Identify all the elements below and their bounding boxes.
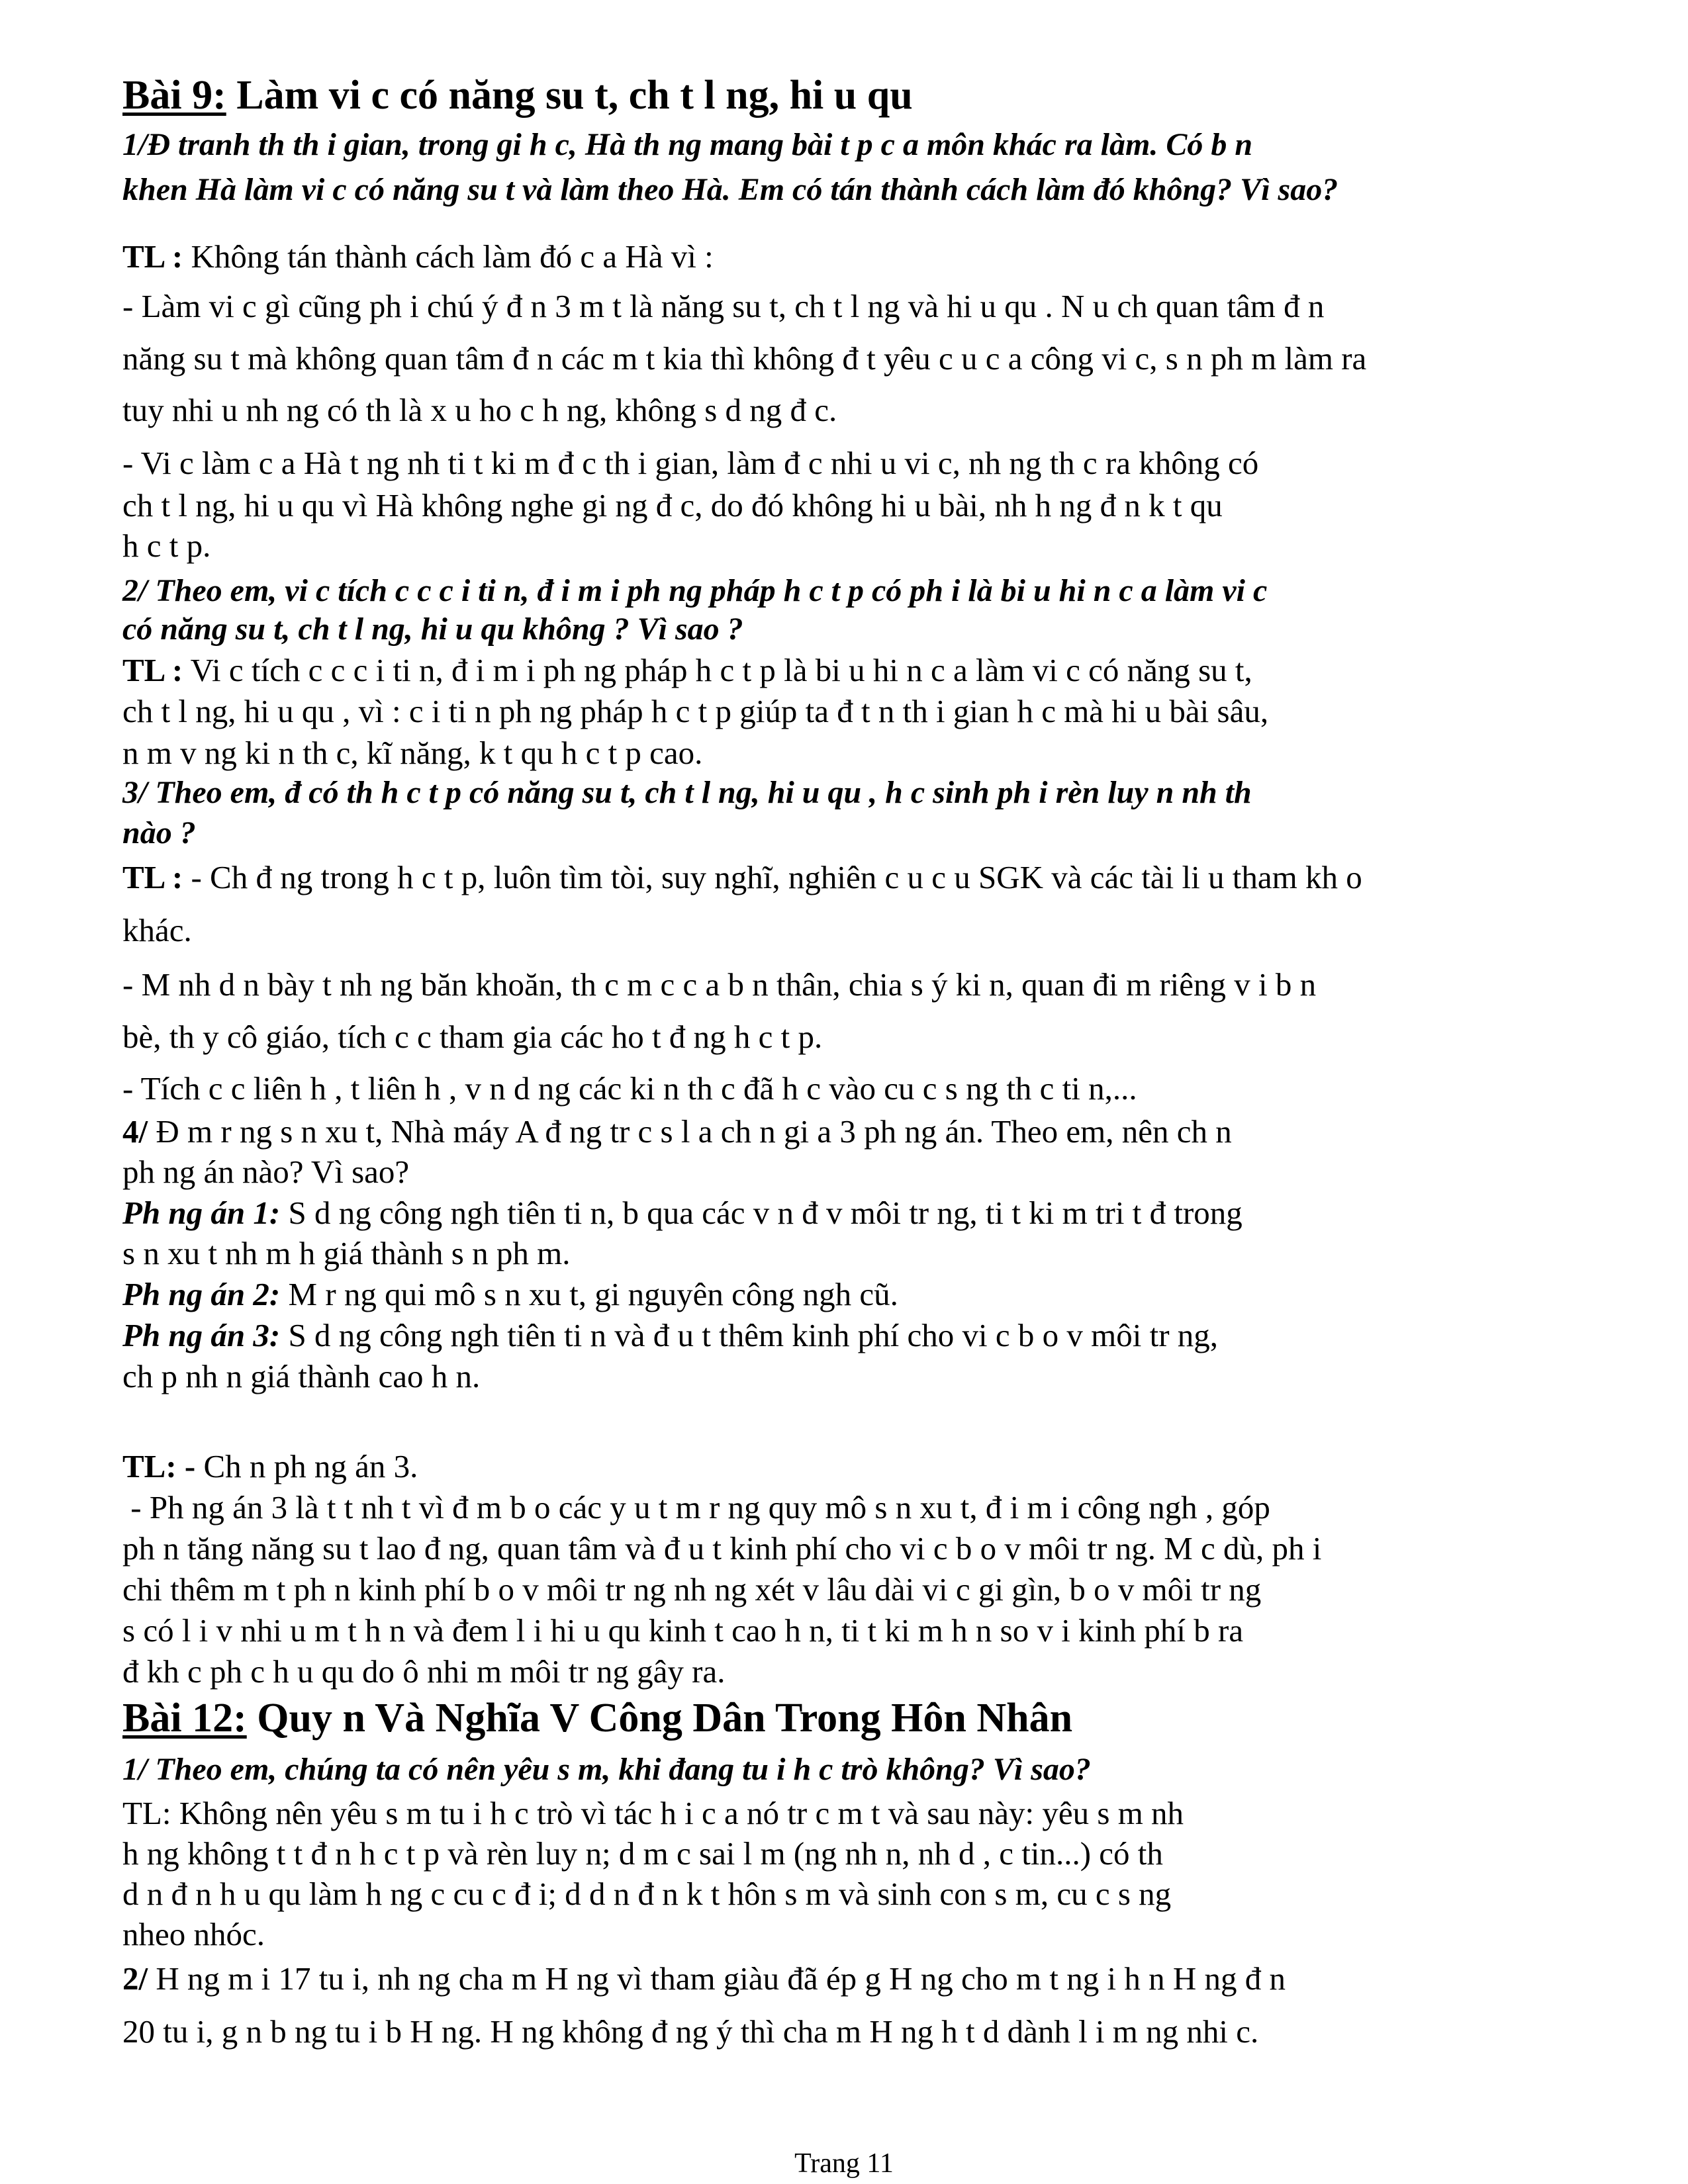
- answer-1-line-5: - Vi c làm c a Hà t ng nh ti t ki m đ c th i gian, làm đ c nhi u vi c, nh ng th c ra không có: [122, 445, 1259, 481]
- lesson-12-answer-1-line-2: h ng không t t đ n h c t p và rèn luy n; d m c sai l m (ng nh n, nh d , c tin...) có th: [122, 1835, 1163, 1872]
- answer-3-line-1: TL : - Ch đ ng trong h c t p, luôn tìm tòi, suy nghĩ, nghiên c u c u SGK và các tài li u tham kh o: [122, 859, 1362, 895]
- question-4-line-1: 4/ Đ m r ng s n xu t, Nhà máy A đ ng tr c s l a ch n gi a 3 ph ng án. Theo em, nên ch n: [122, 1113, 1232, 1150]
- lesson-12-title: Quy n Và Nghĩa V Công Dân Trong Hôn Nhân: [246, 1696, 1073, 1741]
- answer-3-line-4: bè, th y cô giáo, tích c c tham gia các ho t đ ng h c t p.: [122, 1019, 823, 1055]
- lesson-9-number: Bài 9:: [122, 73, 226, 118]
- answer-1-line-1: TL : Không tán thành cách làm đó c a Hà vì :: [122, 238, 714, 275]
- page-number: Trang 11: [794, 2148, 894, 2179]
- answer-1-line-2: - Làm vi c gì cũng ph i chú ý đ n 3 m t là năng su t, ch t l ng và hi u qu . N u ch quan tâm đ n: [122, 288, 1325, 324]
- question-1-line-1: 1/Đ tranh th th i gian, trong gi h c, Hà th ng mang bài t p c a môn khác ra làm. Có b n: [122, 127, 1253, 162]
- lesson-12-answer-1-line-4: nheo nhóc.: [122, 1916, 265, 1952]
- option-3-line-2: ch p nh n giá thành cao h n.: [122, 1358, 481, 1394]
- answer-4-line-6: đ kh c ph c h u qu do ô nhi m môi tr ng gây ra.: [122, 1653, 726, 1690]
- lesson-12-heading: [122, 1698, 1072, 1739]
- answer-3-line-5: - Tích c c liên h , t liên h , v n d ng các ki n th c đã h c vào cu c s ng th c ti n,...: [122, 1070, 1137, 1107]
- lesson-12-question-2-line-2: 20 tu i, g n b ng tu i b H ng. H ng không đ ng ý thì cha m H ng h t d dành l i m ng nhi c.: [122, 2013, 1259, 2050]
- answer-2-line-2: ch t l ng, hi u qu , vì : c i ti n ph ng pháp h c t p giúp ta đ t n th i gian h c mà hi u bài sâu,: [122, 693, 1269, 729]
- lesson-12-question-1: 1/ Theo em, chúng ta có nên yêu s m, khi đang tu i h c trò không? Vì sao?: [122, 1752, 1091, 1787]
- lesson-12-answer-1-line-3: d n đ n h u qu làm h ng c cu c đ i; d d n đ n k t hôn s m và sinh con s m, cu c s ng: [122, 1876, 1172, 1912]
- answer-1-line-4: tuy nhi u nh ng có th là x u ho c h ng, không s d ng đ c.: [122, 392, 837, 428]
- answer-2-line-3: n m v ng ki n th c, kĩ năng, k t qu h c t p cao.: [122, 735, 703, 771]
- option-2-line-1: Ph ng án 2: M r ng qui mô s n xu t, gi nguyên công ngh cũ.: [122, 1276, 898, 1312]
- answer-4-line-1: TL: - Ch n ph ng án 3.: [122, 1448, 418, 1484]
- answer-3-line-3: - M nh d n bày t nh ng băn khoăn, th c m c c a b n thân, chia s ý ki n, quan đi m riêng v i b n: [122, 966, 1317, 1003]
- option-1-line-1: Ph ng án 1: S d ng công ngh tiên ti n, b qua các v n đ v môi tr ng, ti t ki m tri t đ trong: [122, 1195, 1243, 1231]
- answer-4-line-5: s có l i v nhi u m t h n và đem l i hi u qu kinh t cao h n, ti t ki m h n so v i kinh phí b ra: [122, 1612, 1244, 1649]
- question-3-line-2: nào ?: [122, 815, 196, 850]
- lesson-12-answer-1-line-1: TL: Không nên yêu s m tu i h c trò vì tác h i c a nó tr c m t và sau này: yêu s m nh: [122, 1795, 1184, 1831]
- lesson-12-number: Bài 12:: [122, 1696, 247, 1741]
- answer-3-line-2: khác.: [122, 912, 192, 948]
- lesson-9-title: Làm vi c có năng su t, ch t l ng, hi u qu: [226, 73, 913, 118]
- answer-2-line-1: TL : Vi c tích c c c i ti n, đ i m i ph ng pháp h c t p là bi u hi n c a làm vi c có năng su t,: [122, 652, 1252, 688]
- option-3-line-1: Ph ng án 3: S d ng công ngh tiên ti n và đ u t thêm kinh phí cho vi c b o v môi tr ng,: [122, 1317, 1219, 1353]
- question-3-line-1: 3/ Theo em, đ có th h c t p có năng su t, ch t l ng, hi u qu , h c sinh ph i rèn luy n nh th: [122, 775, 1252, 810]
- answer-4-line-3: ph n tăng năng su t lao đ ng, quan tâm và đ u t kinh phí cho vi c b o v môi tr ng. M c dù, ph i: [122, 1530, 1322, 1567]
- question-1-line-2: khen Hà làm vi c có năng su t và làm theo Hà. Em có tán thành cách làm đó không? Vì sao?: [122, 172, 1338, 207]
- answer-1-line-3: năng su t mà không quan tâm đ n các m t kia thì không đ t yêu c u c a công vi c, s n ph m làm ra: [122, 340, 1367, 377]
- question-2-line-2: có năng su t, ch t l ng, hi u qu không ? Vì sao ?: [122, 612, 743, 647]
- option-1-line-2: s n xu t nh m h giá thành s n ph m.: [122, 1235, 571, 1271]
- answer-label: TL :: [122, 238, 183, 275]
- answer-1-line-7: h c t p.: [122, 527, 211, 564]
- question-4-line-2: ph ng án nào? Vì sao?: [122, 1154, 410, 1190]
- lesson-9-heading: [122, 75, 913, 116]
- answer-1-line-6: ch t l ng, hi u qu vì Hà không nghe gi ng đ c, do đó không hi u bài, nh h ng đ n k t qu: [122, 487, 1223, 523]
- question-2-line-1: 2/ Theo em, vi c tích c c c i ti n, đ i m i ph ng pháp h c t p có ph i là bi u hi n c a làm vi c: [122, 573, 1268, 608]
- answer-4-line-4: chi thêm m t ph n kinh phí b o v môi tr ng nh ng xét v lâu dài vi c gi gìn, b o v môi tr ng: [122, 1571, 1262, 1608]
- lesson-12-question-2-line-1: 2/ H ng m i 17 tu i, nh ng cha m H ng vì tham giàu đã ép g H ng cho m t ng i h n H ng đ n: [122, 1960, 1286, 1997]
- answer-4-line-2: - Ph ng án 3 là t t nh t vì đ m b o các y u t m r ng quy mô s n xu t, đ i m i công ngh , góp: [122, 1489, 1270, 1525]
